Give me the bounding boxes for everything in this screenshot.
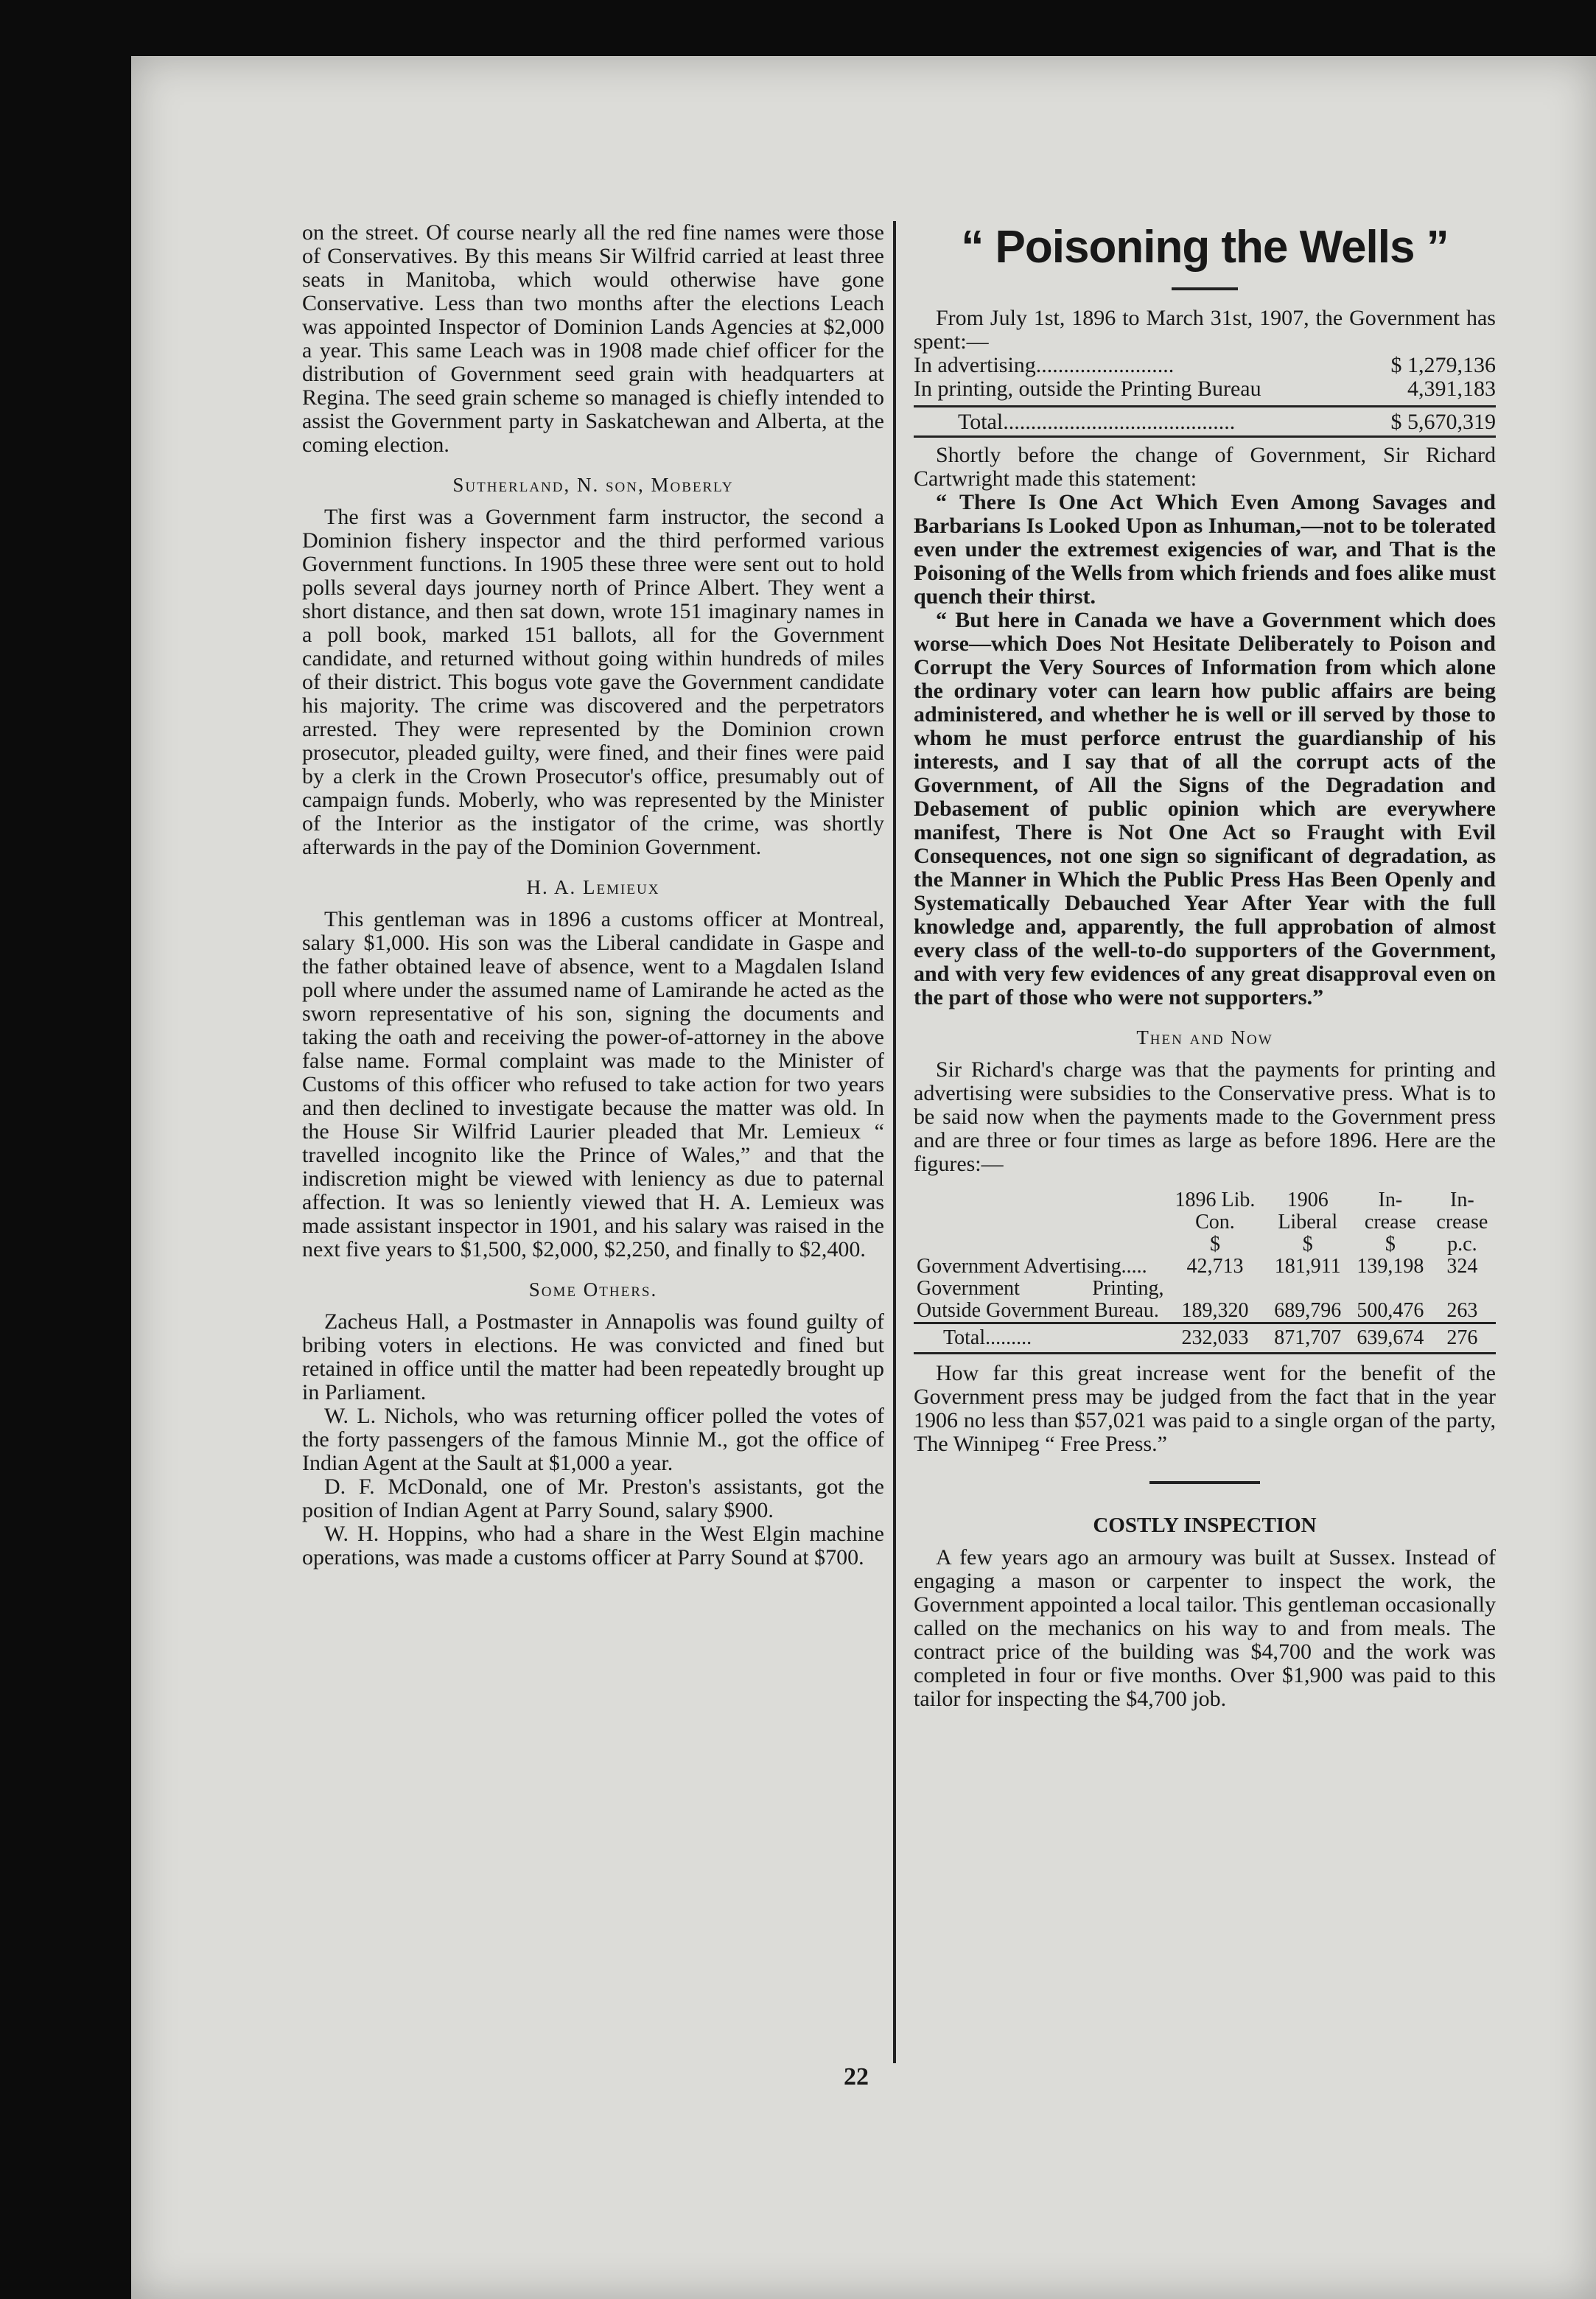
quote-paragraph: “ There Is One Act Which Even Among Savages and Barbarians Is Looked Upon as Inhuman,—not to be tolerated even under the extremest exigencies of war, and That is the Poisoning of the Wells from which friends and foes alike must quench their thirst.: [914, 490, 1496, 609]
table-unit: p.c.: [1447, 1233, 1477, 1256]
quote-paragraph: “ But here in Canada we have a Government which does worse—which Does Not Hesitate Deliberately to Poison and Corrupt the Very Sources of Information from which alone the ordinary voter can learn how public affairs are being administered, and whether he is well or ill served by those to whom he must perforce entrust the guardianship of his interests, and I say that of all the corrupt acts of the Government, of All the Signs of the Degradation and Debasement of public opinion which are everywhere manifest, There is Not One Act so Fraught with Evil Consequences, not one sign so significant of degradation, as the Manner in Which the Public Press Has Been Openly and Systematically Debauched Year After Year with the full knowledge and, apparently, the full approbation of almost every class of the well-to-do supporters of the Government, and with very few evidences of any great disapproval even on the part of those who were not supporters.”: [914, 608, 1496, 1009]
paragraph: The first was a Government farm instructor, the second a Dominion fishery inspector and the third performed various Government functions. In 1905 these three were sent out to hold polls several days journey north of Prince Albert. They went a short distance, and then sat down, wrote 151 imaginary names in a poll book, marked 151 ballots, all for the Government candidate, and returned without going within hundreds of miles of their district. This bogus vote gave the Government candidate his majority. The crime was discovered and the perpetrators arrested. They were represented by the Dominion crown prosecutor, pleaded guilty, were fined, and their fines were paid by a clerk in the Crown Prosecutor's office, presumably out of campaign funds. Moberly, who was represented by the Minister of the Interior as the instigator of the crime, was shortly afterwards in the pay of the Dominion Government.: [302, 505, 884, 859]
expense-total-label: Total..........................................: [958, 410, 1236, 434]
table-row: [914, 1256, 1496, 1278]
section-heading: Sutherland, N. son, Moberly: [452, 474, 734, 496]
table-cell: 324: [1446, 1255, 1478, 1278]
paragraph: W. H. Hoppins, who had a share in the West Elgin machine operations, was made a customs officer at Parry Sound at $700.: [302, 1522, 884, 1570]
table-cell: 639,674: [1352, 1323, 1429, 1354]
row-label: Government Advertising.....: [917, 1255, 1147, 1278]
table-unit-row: [914, 1234, 1496, 1256]
table-header: 1906 Liberal: [1278, 1189, 1338, 1234]
table-unit: $: [1209, 1233, 1220, 1256]
table-header: 1896 Lib. Con.: [1175, 1189, 1256, 1234]
page-number: 22: [844, 2063, 869, 2090]
table-header-row: [914, 1189, 1496, 1234]
table-header: [914, 1189, 1166, 1234]
section-heading: Some Others.: [528, 1278, 658, 1301]
row-label: Government Printing, Outside Government Bureau.: [917, 1277, 1164, 1322]
section-heading: H. A. Lemieux: [526, 876, 660, 898]
expense-label: In advertising.........................: [914, 353, 1175, 377]
table-cell: 500,476: [1357, 1299, 1424, 1322]
table-unit: $: [1302, 1233, 1313, 1256]
table-cell: 181,911: [1274, 1255, 1341, 1278]
table-total-row: [914, 1323, 1496, 1354]
table-header: In-crease: [1364, 1189, 1416, 1234]
expense-value: $ 1,279,136: [1390, 353, 1496, 377]
paragraph: D. F. McDonald, one of Mr. Preston's assistants, got the position of Indian Agent at Parry Sound, salary $900.: [302, 1474, 884, 1522]
paragraph: on the street. Of course nearly all the red fine names were those of Conservatives. By this means Sir Wilfrid carried at least three seats in Manitoba, which would otherwise have gone Conservative. Less than two months after the elections Leach was appointed Inspector of Dominion Lands Agencies at $2,000 a year. This same Leach was in 1908 made chief officer for the distribution of Government seed grain with headquarters at Regina. The seed grain scheme so managed is chiefly intended to assist the Government party in Saskatchewan and Alberta, at the coming election.: [302, 220, 884, 457]
paragraph: Sir Richard's charge was that the payments for printing and advertising were subsidies to the Conservative press. What is to be said now when the payments made to the Government press and are three or four times as large as before 1896. Here are the figures:—: [914, 1057, 1496, 1176]
table-cell: 42,713: [1186, 1255, 1244, 1278]
article-title: “ Poisoning the Wells ”: [961, 222, 1449, 273]
left-column: [302, 221, 884, 1570]
paragraph: W. L. Nichols, who was returning officer polled the votes of the forty passengers of the famous Minnie M., got the office of Indian Agent at the Sault at $1,000 a year.: [302, 1404, 884, 1475]
expense-label: In printing, outside the Printing Bureau: [914, 377, 1261, 401]
section-heading: COSTLY INSPECTION: [1093, 1514, 1317, 1537]
table-cell: 232,033: [1166, 1323, 1263, 1354]
table-cell: 276: [1429, 1323, 1496, 1354]
table-unit: [914, 1234, 1166, 1256]
figures-table: [914, 1189, 1496, 1354]
table-header: In-crease: [1436, 1189, 1488, 1234]
expense-value: 4,391,183: [1407, 377, 1496, 401]
paragraph: A few years ago an armoury was built at Sussex. Instead of engaging a mason or carpenter to inspect the work, the Government appointed a local tailor. This gentleman occasionally called on the mechanics on his way to and from meals. The contract price of the building was $4,700 and the work was completed in four or five months. Over $1,900 was paid to this tailor for inspecting the $4,700 job.: [914, 1545, 1496, 1711]
expense-total-value: $ 5,670,319: [1390, 410, 1496, 434]
table-unit: $: [1385, 1233, 1396, 1256]
table-cell: 263: [1446, 1299, 1478, 1322]
expense-row: [914, 354, 1496, 377]
column-divider: [893, 221, 896, 2063]
paragraph: How far this great increase went for the benefit of the Government press may be judged from the fact that in the year 1906 no less than $57,021 was paid to a single organ of the party, The Winnipeg “ Free Press.”: [914, 1361, 1496, 1456]
paragraph: Shortly before the change of Government, Sir Richard Cartwright made this statement:: [914, 443, 1496, 491]
table-row: [914, 1278, 1496, 1323]
section-heading: Then and Now: [1136, 1026, 1273, 1049]
section-rule: [1149, 1481, 1260, 1484]
right-column: [914, 221, 1496, 1711]
table-cell: 139,198: [1357, 1255, 1424, 1278]
paragraph: From July 1st, 1896 to March 31st, 1907, the Government has spent:—: [914, 306, 1496, 354]
expense-total-row: [914, 405, 1496, 438]
expense-row: [914, 377, 1496, 401]
table-cell: 689,796: [1274, 1299, 1342, 1322]
paragraph: Zacheus Hall, a Postmaster in Annapolis was found guilty of bribing voters in elections. He was convicted and fined but retained in office until the matter had been repeatedly brought up in Parliament.: [302, 1309, 884, 1404]
row-label: Total.........: [914, 1323, 1166, 1354]
table-cell: 871,707: [1263, 1323, 1352, 1354]
paragraph: This gentleman was in 1896 a customs officer at Montreal, salary $1,000. His son was the Liberal candidate in Gaspe and the father obtained leave of absence, went to a Magdalen Island poll where under the assumed name of Lamirande he acted as the sworn representative of his son, signing the documents and taking the oath and receiving the power-of-attorney in the above false name. Formal complaint was made to the Minister of Customs of this officer who refused to take action for two years and then declined to investigate because the matter was old. In the House Sir Wilfrid Laurier pleaded that Mr. Lemieux “ travelled incognito like the Prince of Wales,” and that the indiscretion might be viewed with leniency as due to paternal affection. It was so leniently viewed that H. A. Lemieux was made assistant inspector in 1901, and his salary was raised in the next five years to $1,500, $2,000, $2,250, and finally to $2,400.: [302, 907, 884, 1262]
table-cell: 189,320: [1181, 1299, 1249, 1322]
title-rule: [1172, 287, 1238, 290]
